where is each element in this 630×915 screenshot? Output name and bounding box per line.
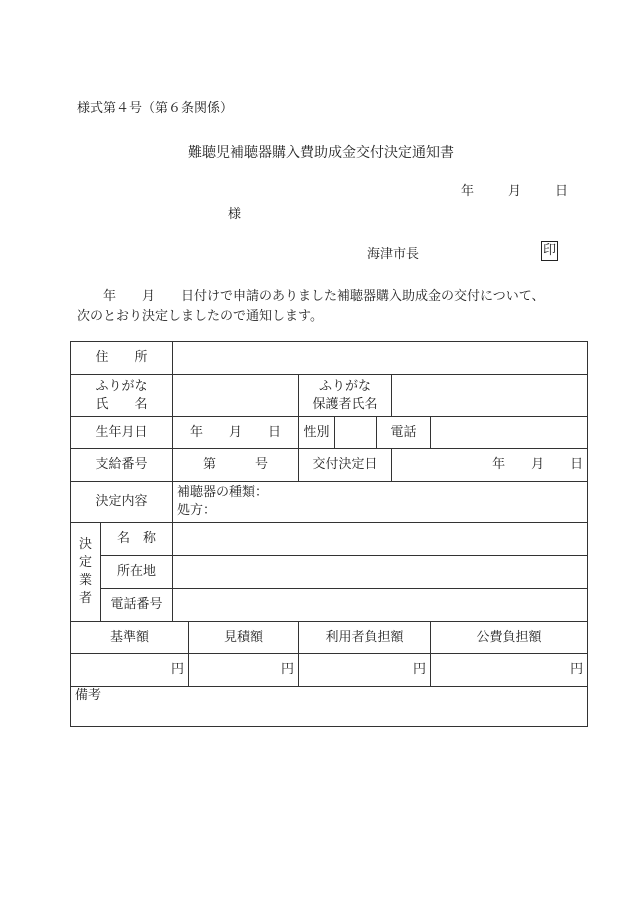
issuer-name: 海津市長 <box>367 247 420 262</box>
vendor-char: 者 <box>78 591 92 606</box>
date-month: 月 <box>508 184 522 199</box>
vendor-phone-field[interactable] <box>173 589 588 622</box>
phone-label: 電話 <box>377 417 431 449</box>
furigana-label: ふりがな <box>95 378 148 394</box>
public-burden-field[interactable]: 円 <box>431 654 588 687</box>
decision-content-label: 決定内容 <box>71 482 173 523</box>
gender-label: 性別 <box>299 417 335 449</box>
body-text-line-2: 次のとおり決定しましたので通知します。 <box>77 309 323 324</box>
name-label: 氏 名 <box>95 396 148 412</box>
address-field[interactable] <box>173 342 588 375</box>
addressee-suffix: 様 <box>228 207 242 222</box>
vendor-name-field[interactable] <box>173 523 588 556</box>
date-day: 日 <box>555 184 569 199</box>
user-burden-label: 利用者負担額 <box>299 622 431 654</box>
notification-form-table <box>70 341 588 727</box>
remarks-label: 備考 <box>75 688 102 703</box>
form-number-label: 様式第４号（第６条関係） <box>77 101 234 116</box>
payment-number-label: 支給番号 <box>71 449 173 482</box>
issue-date <box>461 180 568 199</box>
public-burden-label: 公費負担額 <box>431 622 588 654</box>
vendor-phone-label: 電話番号 <box>101 589 173 622</box>
decision-date-label: 交付決定日 <box>299 449 392 482</box>
base-amount-label: 基準額 <box>71 622 189 654</box>
guardian-furigana-label: ふりがな <box>319 378 372 394</box>
user-burden-field[interactable]: 円 <box>299 654 431 687</box>
base-amount-field[interactable]: 円 <box>71 654 189 687</box>
prescription-label: 処方： <box>177 503 217 518</box>
decision-date-field[interactable]: 年 月 日 <box>392 449 588 482</box>
date-year: 年 <box>461 184 475 199</box>
estimate-amount-label: 見積額 <box>189 622 299 654</box>
document-title: 難聴児補聴器購入費助成金交付決定通知書 <box>188 145 454 161</box>
guardian-name-label <box>299 375 392 417</box>
vendor-char: 決 <box>78 537 92 552</box>
guardian-label: 保護者氏名 <box>312 396 378 412</box>
seal-stamp: 印 <box>541 241 558 261</box>
guardian-name-field[interactable] <box>392 375 588 417</box>
payment-number-field[interactable]: 第 号 <box>173 449 299 482</box>
estimate-amount-field[interactable]: 円 <box>189 654 299 687</box>
body-text-line-1: 年 月 日付けで申請のありました補聴器購入助成金の交付について、 <box>103 289 545 304</box>
vendor-address-label: 所在地 <box>101 556 173 589</box>
address-label: 住 所 <box>71 342 173 375</box>
vendor-char: 業 <box>78 573 92 588</box>
birthdate-label: 生年月日 <box>71 417 173 449</box>
vendor-name-label: 名 称 <box>101 523 173 556</box>
vendor-char: 定 <box>78 555 92 570</box>
decision-content-field[interactable] <box>173 482 588 523</box>
hearing-aid-type-label: 補聴器の種類： <box>177 485 269 500</box>
applicant-name-label <box>71 375 173 417</box>
gender-field[interactable] <box>335 417 377 449</box>
vendor-address-field[interactable] <box>173 556 588 589</box>
phone-field[interactable] <box>431 417 588 449</box>
vendor-vertical-label <box>71 523 101 622</box>
birthdate-field[interactable]: 年 月 日 <box>173 417 299 449</box>
remarks-field[interactable] <box>71 687 588 727</box>
applicant-name-field[interactable] <box>173 375 299 417</box>
